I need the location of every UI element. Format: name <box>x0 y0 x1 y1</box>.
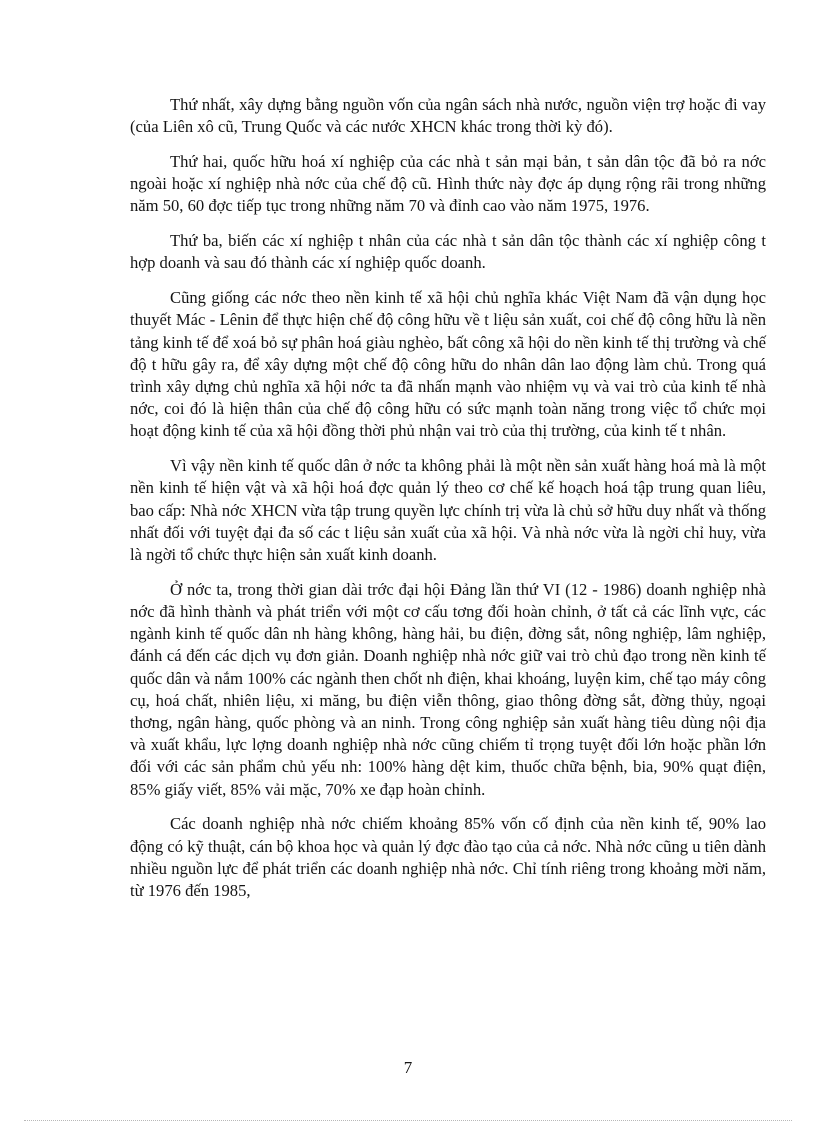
paragraph-7: Các doanh nghiệp nhà nớc chiếm khoảng 85% vốn cố định của nền kinh tế, 90% lao động có kỹ thuật, cán bộ khoa học và quản lý đợc đào tạo của cả nớc. Nhà nớc cũng u tiên dành nhiều nguồn lực để phát triển các doanh nghiệp nhà nớc. Chỉ tính riêng trong khoảng mời năm, từ 1976 đến 1985, <box>130 814 766 901</box>
body-text <box>130 94 766 915</box>
paragraph-5: Vì vậy nền kinh tế quốc dân ở nớc ta không phải là một nền sản xuất hàng hoá mà là một nền kinh tế hiện vật và xã hội hoá đợc quản lý theo cơ chế kế hoạch hoá tập trung quan liêu, bao cấp: Nhà nớc XHCN vừa tập trung quyền lực chính trị vừa là chủ sở hữu duy nhất và thống nhất đối với tuyệt đại đa số các t liệu sản xuất của xã hội. Và nhà nớc vừa là ngời chỉ huy, vừa là ngời tổ chức thực hiện sản xuất kinh doanh. <box>130 456 766 565</box>
paragraph-3: Thứ ba, biến các xí nghiệp t nhân của các nhà t sản dân tộc thành các xí nghiệp công t hợp doanh và sau đó thành các xí nghiệp quốc doanh. <box>130 231 766 273</box>
paragraph-6: Ở nớc ta, trong thời gian dài trớc đại hội Đảng lần thứ VI (12 - 1986) doanh nghiệp nhà nớc đã hình thành và phát triển với một cơ cấu tơng đối hoàn chỉnh, ở tất cả các lĩnh vực, các ngành kinh tế quốc dân nh hàng không, hàng hải, bu điện, đờng sắt, nông nghiệp, lâm nghiệp, đánh cá đến các dịch vụ đơn giản. Doanh nghiệp nhà nớc giữ vai trò chủ đạo trong nền kinh tế quốc dân và nắm 100% các ngành then chốt nh điện, khai khoáng, luyện kim, chế tạo máy công cụ, hoá chất, nhiên liệu, xi măng, bu điện viễn thông, giao thông đờng sắt, đờng thủy, ngoại thơng, ngân hàng, quốc phòng và an ninh. Trong công nghiệp sản xuất hàng tiêu dùng nội địa và xuất khẩu, lực lợng doanh nghiệp nhà nớc cũng chiếm tỉ trọng tuyệt đối lớn hoặc phần lớn đối với các sản phẩm chủ yếu nh: 100% hàng dệt kim, thuốc chữa bệnh, bia, 90% quạt điện, 85% giấy viết, 85% vải mặc, 70% xe đạp hoàn chỉnh. <box>130 579 766 799</box>
page-bottom-divider <box>24 1120 792 1121</box>
paragraph-4: Cũng giống các nớc theo nền kinh tế xã hội chủ nghĩa khác Việt Nam đã vận dụng học thuyết Mác - Lênin để thực hiện chế độ công hữu về t liệu sản xuất, coi chế độ công hữu là nền tảng kinh tế để xoá bỏ sự phân hoá giàu nghèo, bất công xã hội do nền kinh tế thị trường và chế độ t hữu gây ra, để xây dựng một chế độ công hữu do nhân dân lao động làm chủ. Trong quá trình xây dựng chủ nghĩa xã hội nớc ta đã nhấn mạnh vào nhiệm vụ và vai trò của kinh tế nhà nớc, coi đó là hiện thân của chế độ công hữu có sức mạnh toàn năng trong việc tổ chức mọi hoạt động kinh tế của xã hội đồng thời phủ nhận vai trò của thị trường, của kinh tế t nhân. <box>130 288 766 441</box>
paragraph-1: Thứ nhất, xây dựng bằng nguồn vốn của ngân sách nhà nước, nguồn viện trợ hoặc đi vay (của Liên xô cũ, Trung Quốc và các nước XHCN khác trong thời kỳ đó). <box>130 95 766 137</box>
page-number: 7 <box>403 1058 413 1077</box>
paragraph-2: Thứ hai, quốc hữu hoá xí nghiệp của các nhà t sản mại bản, t sản dân tộc đã bỏ ra nớc ngoài hoặc xí nghiệp nhà nớc của chế độ cũ. Hình thức này đợc áp dụng rộng rãi trong những năm 50, 60 đợc tiếp tục trong những năm 70 và đỉnh cao vào năm 1975, 1976. <box>130 152 766 216</box>
